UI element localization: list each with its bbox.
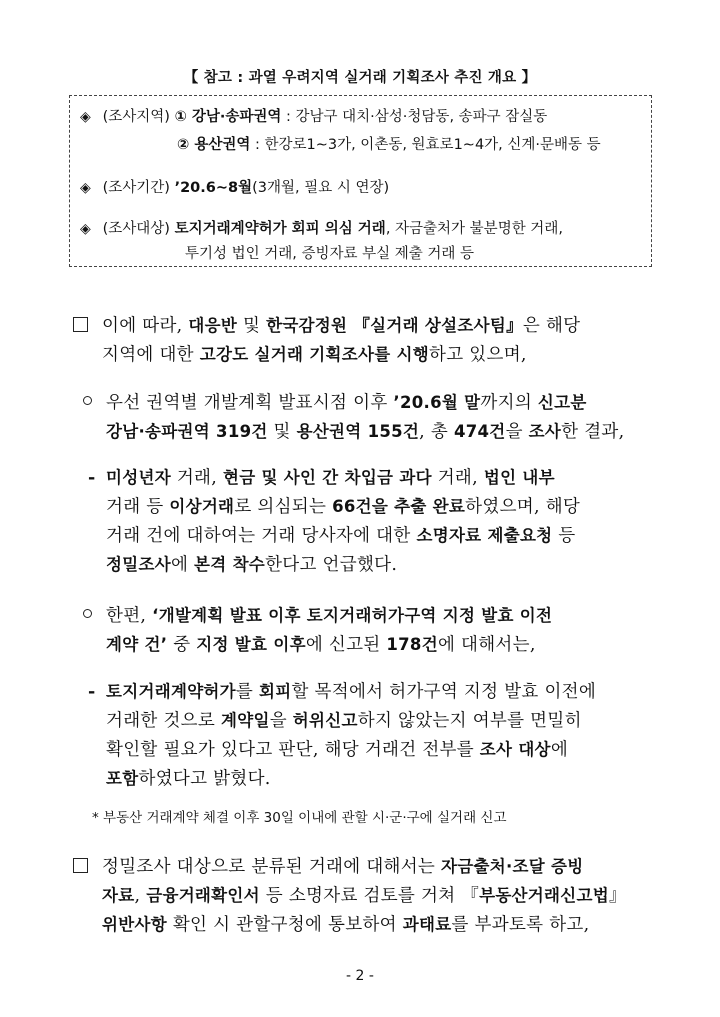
square-bullet-icon (73, 317, 88, 332)
paragraph-4-line-2 (106, 631, 536, 656)
reference-label: (조사대상) (102, 221, 170, 237)
text: 등 (552, 526, 576, 546)
paragraph-4-line-1 (83, 602, 552, 627)
text-bold: 현금 및 사인 간 차입금 과다 (222, 468, 432, 487)
paragraph-2-line-1 (83, 389, 587, 414)
text: 한다고 언급했다. (265, 555, 398, 575)
reference-rest: 투기성 법인 거래, 증빙자료 부실 제출 거래 등 (185, 246, 474, 262)
text: 에 신고된 (305, 635, 387, 655)
paragraph-5-line-2 (106, 707, 582, 732)
text-bold: 계약일 (220, 711, 270, 730)
text-bold: 정밀조사 (106, 555, 171, 574)
dash-bullet-icon: - (88, 468, 96, 488)
text-bold: 위반사항 (102, 915, 167, 934)
dash-bullet-icon: - (88, 682, 96, 702)
paragraph-6-line-3 (102, 911, 590, 936)
paragraph-1-line-1 (73, 312, 580, 337)
text: 거래, (431, 468, 484, 488)
paragraph-5-line-3 (106, 736, 568, 761)
text-bold: 법인 내부 (483, 468, 555, 487)
text: 를 부과토록 하고, (451, 915, 590, 935)
text: 한 결과, (561, 422, 625, 442)
paragraph-5-line-4 (106, 765, 271, 790)
text-bold: 과태료 (402, 915, 452, 934)
text-bold: 금융거래확인서 (146, 886, 260, 905)
reference-bold: 토지거래계약허가 회피 의심 거래 (174, 221, 386, 237)
reference-bold: ① 강남·송파권역 (174, 109, 282, 125)
diamond-bullet-icon: ◈ (80, 221, 91, 237)
text: 을 (505, 422, 529, 442)
text: 을 (269, 711, 293, 731)
paragraph-3-line-2 (106, 493, 580, 518)
text-bold: 한국감정원 『실거래 상설조사팀』 (266, 316, 523, 335)
text-bold: 계약 건’ (106, 635, 168, 654)
reference-bold: ’20.6∼8월 (174, 180, 253, 196)
text: 이에 따라, (102, 316, 189, 336)
text-bold: 178건 (386, 635, 438, 654)
reference-rest: : 한강로1∼3가, 이촌동, 원효로1∼4가, 신계·문배동 등 (250, 137, 601, 153)
text: 지역에 대한 (102, 345, 200, 365)
text: 하고 있으며, (429, 345, 527, 365)
paragraph-1-line-2 (102, 341, 527, 366)
text: 까지의 (480, 393, 538, 413)
reference-line-period (80, 176, 389, 197)
text: 거래 건에 대하여는 거래 당사자에 대한 (106, 526, 417, 546)
text-bold: 미성년자 (106, 468, 171, 487)
text-bold: 자금출처·조달 증빙 (441, 857, 584, 876)
text: 정밀조사 대상으로 분류된 거래에 대해서는 (102, 857, 442, 877)
text: 거래한 것으로 (106, 711, 221, 731)
text: 하였으며, 해당 (465, 497, 581, 517)
text-bold: 고강도 실거래 기획조사를 시행 (199, 345, 430, 364)
text: 거래, (170, 468, 223, 488)
text-bold: 자료 (102, 886, 135, 905)
text-bold: ‘개발계획 발표 이후 토지거래허가구역 지정 발효 이전 (152, 606, 553, 625)
footnote: * 부동산 거래계약 체결 이후 30일 이내에 관할 시·군·구에 실거래 신고 (92, 810, 507, 826)
text: , 총 (419, 422, 454, 442)
diamond-bullet-icon: ◈ (80, 109, 91, 125)
text: 중 (167, 635, 197, 655)
text: 에 (170, 555, 195, 575)
text-bold: 포함 (106, 769, 139, 788)
text: 거래 등 (106, 497, 170, 517)
text-bold: ’20.6월 말 (393, 393, 481, 412)
reference-title: 【 참고 : 과열 우려지역 실거래 기획조사 추진 개요 】 (183, 70, 537, 86)
text-bold: 허위신고 (292, 711, 358, 730)
paragraph-3-line-4 (106, 551, 397, 576)
text-bold: 토지거래계약허가 (106, 682, 236, 701)
page-number: - 2 - (346, 968, 374, 984)
text: 할 목적에서 허가구역 지정 발효 이전에 (291, 682, 597, 702)
text: 한편, (106, 606, 153, 626)
text: 하지 않았는지 여부를 면밀히 (357, 711, 582, 731)
text-bold: 이상거래 (169, 497, 235, 516)
text-bold: 조사 (528, 422, 562, 441)
paragraph-3-line-1 (88, 464, 555, 489)
reference-label: (조사기간) (102, 180, 170, 196)
reference-rest: : 강남구 대치·삼성·청담동, 송파구 잠실동 (281, 109, 548, 125)
reference-label: (조사지역) (102, 109, 170, 125)
text: 및 (237, 316, 267, 336)
text: 등 소명자료 검토를 거쳐 『 (259, 886, 480, 906)
text: 에 (550, 740, 569, 760)
text-bold: 지정 발효 이후 (196, 635, 306, 654)
text-bold: 부동산거래신고법 (479, 886, 609, 905)
text: 를 (235, 682, 259, 702)
text-bold: 474건 (453, 422, 506, 441)
text: 에 대해서는, (437, 635, 536, 655)
paragraph-2-line-2 (106, 418, 624, 443)
text: 은 해당 (522, 316, 581, 336)
text-bold: 강남·송파권역 319건 (106, 422, 268, 441)
reference-line-target-cont (185, 242, 474, 263)
square-bullet-icon (73, 858, 88, 873)
reference-rest: , 자금출처가 불분명한 거래, (385, 221, 563, 237)
circle-bullet-icon (83, 609, 92, 618)
reference-rest: (3개월, 필요 시 연장) (252, 180, 390, 196)
paragraph-6-line-1 (73, 853, 584, 878)
diamond-bullet-icon: ◈ (80, 180, 91, 196)
text: 하였다고 밝혔다. (138, 769, 271, 789)
text-bold: 회피 (259, 682, 292, 701)
text-bold: 용산권역 155건 (296, 422, 420, 441)
text: 우선 권역별 개발계획 발표시점 이후 (106, 393, 394, 413)
text: 및 (267, 422, 297, 442)
text: , (134, 886, 147, 906)
paragraph-6-line-2 (102, 882, 627, 907)
text: 확인 시 관할구청에 통보하여 (166, 915, 403, 935)
reference-line-target (80, 217, 563, 238)
text-bold: 소명자료 제출요청 (416, 526, 553, 545)
text: 확인할 필요가 있다고 판단, 해당 거래건 전부를 (106, 740, 480, 760)
reference-bold: ② 용산권역 (177, 137, 251, 153)
paragraph-3-line-3 (106, 522, 576, 547)
reference-line-region-1 (80, 105, 547, 126)
text-bold: 대응반 (188, 316, 238, 335)
text-bold: 조사 대상 (479, 740, 551, 759)
text-bold: 66건을 추출 완료 (332, 497, 466, 516)
paragraph-5-line-1 (88, 678, 596, 703)
circle-bullet-icon (83, 396, 92, 405)
text: 로 의심되는 (234, 497, 333, 517)
reference-line-region-2 (177, 133, 601, 154)
text-bold: 신고분 (537, 393, 587, 412)
text-bold: 본격 착수 (194, 555, 266, 574)
text: 』 (609, 886, 627, 906)
